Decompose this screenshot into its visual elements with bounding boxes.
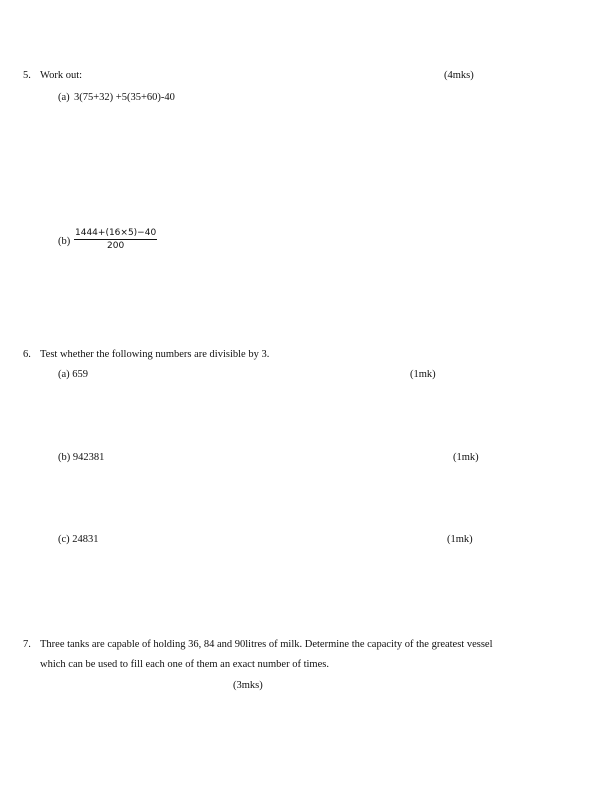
q6-prompt: Test whether the following numbers are divisible by 3.: [40, 349, 270, 360]
q7-line1: Three tanks are capable of holding 36, 84 and 90litres of milk. Determine the capacity of the greatest vessel: [40, 639, 493, 650]
q6c-marks: (1mk): [447, 534, 473, 545]
q6b-marks: (1mk): [453, 452, 479, 463]
q5-marks: (4mks): [444, 70, 474, 81]
q7-marks: (3mks): [233, 680, 263, 691]
q5b-numerator: 1444+(16×5)−40: [75, 228, 157, 238]
q6b-label: (b) 942381: [58, 452, 105, 463]
q6c-label: (c) 24831: [58, 534, 99, 545]
q7-line2: which can be used to fill each one of them an exact number of times.: [40, 659, 329, 670]
q6a-marks: (1mk): [410, 369, 436, 380]
q5b-denominator: 200: [107, 241, 125, 251]
q6-number: 6.: [23, 349, 31, 360]
q5b-fraction: [74, 228, 157, 251]
q5-prompt: Work out:: [40, 70, 83, 81]
q5-number: 5.: [23, 70, 31, 81]
q5a-expression: 3(75+32) +5(35+60)-40: [74, 92, 175, 103]
q7-number: 7.: [23, 639, 31, 650]
q5b-label: (b): [58, 236, 71, 247]
q6a-label: (a) 659: [58, 369, 89, 380]
q5a-label: (a): [58, 92, 70, 103]
